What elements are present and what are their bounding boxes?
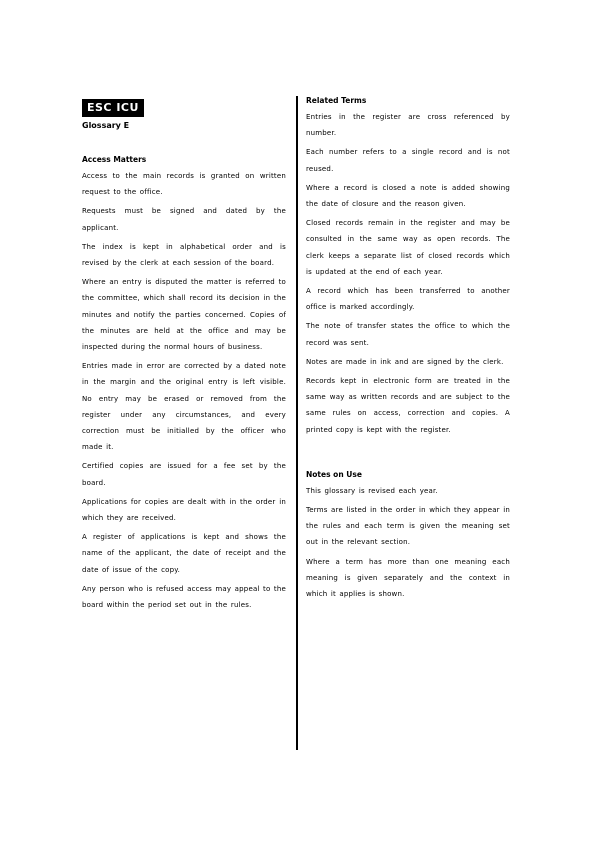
paragraph: The index is kept in alphabetical order and is revised by the clerk at each session of the board. — [82, 242, 286, 268]
right-column — [306, 96, 510, 602]
paragraph: Any person who is refused access may appeal to the board within the period set out in the rules. — [82, 584, 286, 610]
paragraph: Entries made in error are corrected by a dated note in the margin and the original entry is left visible. No entry may be erased or removed from the register under any circumstances, and every correction must be initialled by the officer who made it. — [82, 362, 286, 452]
paragraph: Notes are made in ink and are signed by the clerk. — [306, 357, 504, 366]
section-heading: Notes on Use — [306, 469, 362, 479]
paragraph: Each number refers to a single record and is not reused. — [306, 148, 510, 173]
paragraph: Terms are listed in the order in which they appear in the rules and each term is given the meaning set out in the relevant section. — [306, 506, 510, 547]
paragraph: Records kept in electronic form are treated in the same way as written records and are subject to the same rules on access, correction and copies. A printed copy is kept with the register. — [306, 377, 510, 434]
section-heading: Related Terms — [306, 96, 367, 105]
paragraph: Closed records remain in the register and may be consulted in the same way as open records. The clerk keeps a separate list of closed records which is updated at the end of each year. — [306, 219, 510, 276]
paragraph: A register of applications is kept and shows the name of the applicant, the date of receipt and the date of issue of the copy. — [82, 533, 286, 574]
paragraph: Certified copies are issued for a fee set by the board. — [82, 462, 286, 487]
section-heading: Access Matters — [82, 155, 147, 164]
paragraph: Access to the main records is granted on written request to the office. — [82, 172, 286, 197]
entry-label: ESC ICU — [82, 99, 144, 117]
paragraph: Where a term has more than one meaning each meaning is given separately and the context in which it applies is shown. — [306, 557, 510, 599]
entry-header — [82, 96, 286, 117]
paragraph: Requests must be signed and dated by the applicant. — [82, 207, 286, 232]
column-divider — [296, 96, 298, 750]
left-column — [82, 96, 286, 613]
paragraph: Where a record is closed a note is added showing the date of closure and the reason given. — [306, 183, 510, 209]
paragraph: Applications for copies are dealt with in the order in which they are received. — [82, 497, 286, 523]
paragraph: This glossary is revised each year. — [306, 486, 438, 495]
paragraph: A record which has been transferred to another office is marked accordingly. — [306, 287, 510, 312]
paragraph: The note of transfer states the office to which the record was sent. — [306, 322, 510, 347]
paragraph: Entries in the register are cross referenced by number. — [306, 113, 510, 138]
paragraph: Where an entry is disputed the matter is referred to the committee, which shall record its decision in the minutes and notify the parties concerned. Copies of the minutes are held at the office and may be inspected during the normal hours of business. — [82, 278, 286, 352]
entry-subtitle: Glossary E — [82, 121, 130, 130]
